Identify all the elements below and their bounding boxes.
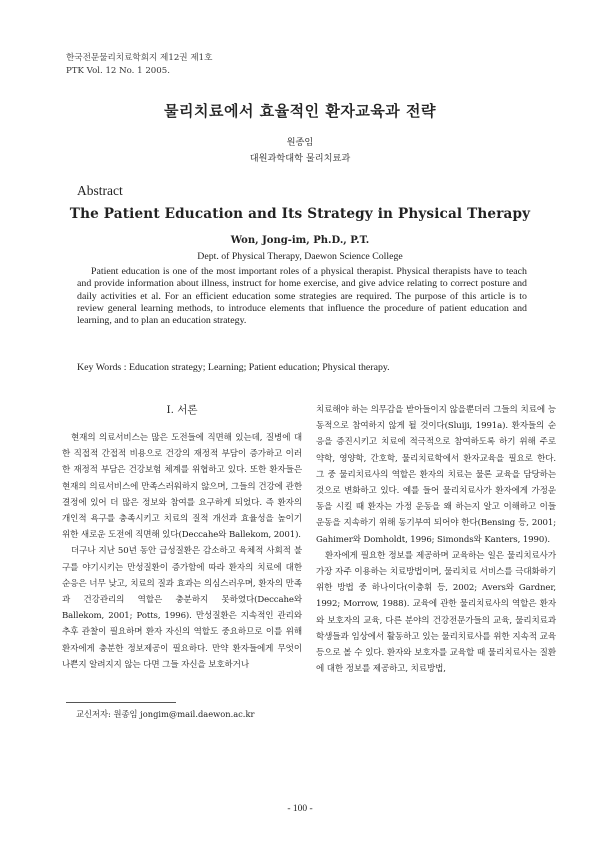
journal-volume-english: PTK Vol. 12 No. 1 2005. (66, 66, 170, 76)
corresponding-author-footnote: 교신저자: 원종임 jongim@mail.daewon.ac.kr (76, 709, 255, 719)
body-column-left (62, 430, 302, 673)
footnote-divider (66, 702, 176, 703)
affiliation-english: Dept. of Physical Therapy, Daewon Science College (197, 251, 403, 262)
intro-paragraph-1: 현재의 의료서비스는 많은 도전들에 직면해 있는데, 질병에 대한 직접적 간접적 비용으로 건강의 재정적 부담이 증가하고 이러한 재정적 부담은 건강보험 체계를 위협하고 있다. 또한 환자들은 현재의 의료서비스에 만족스러워하지 않으며, 그들의 건강에 관한 결정에 있어 더 많은 정보와 참여를 요구하게 되었다. 즉 환자의 개인적 욕구를 충족시키고 치료의 질적 개선과 효율성을 높이기 위한 새로운 도전에 직면해 있다(Deccahe와 Ballekom, 2001). (62, 433, 302, 541)
intro-paragraph-2: 더구나 지난 50년 동안 급성질환은 감소하고 육체적 사회적 불구를 야기시키는 만성질환이 증가함에 따라 환자의 치료에 대한 순응은 너무 낮고, 치료의 질과 효과는 의심스러우며, 환자의 만족과 건강관리의 역할은 충분하지 못하였다(Deccahe와 Ballekom, 2001; Potts, 1996). 만성질환은 지속적인 관리와 추후 관찰이 필요하며 환자 자신의 역할도 중요하므로 이를 위해 환자에게 충분한 정보제공이 필요하다. 만약 환자들에게 무엇이 나쁜지 알려지지 않는 다면 그들 자신을 보호하거나 (62, 546, 302, 670)
journal-header (66, 52, 212, 78)
abstract-paragraph: Patient education is one of the most important roles of a physical therapist. Physical therapists have to teach and provide information about illness, instruct for home exercise, and give advice relating to correct posture and daily activities et al. For an efficient education some strategies are required. The purpose of this article is to review general learning methods, to introduce elements that influence the procedure of patient education and learning, and to plan an education strategy. (77, 266, 527, 327)
paper-title-korean: 물리치료에서 효율적인 환자교육과 전략 (164, 102, 436, 120)
section-heading-introduction: I. 서론 (166, 404, 198, 416)
intro-paragraph-3: 치료해야 하는 의무감을 받아들이지 않을뿐더러 그들의 치료에 능동적으로 참여하지 않게 될 것이다(Sluiji, 1991a). 환자들의 순응을 증진시키고 치료에 적극적으로 참여하도록 하기 위해 주로 약학, 영양학, 간호학, 물리치료학에서 환자교육을 필요로 한다. 그 중 물리치료사의 역할은 환자의 치료는 물론 교육을 담당하는 것으로 변화하고 있다. 예를 들어 물리치료사가 환자에게 가정운동을 시킬 때 환자는 가정 운동을 왜 하는지 알고 이해하고 이들 운동을 지속하기 위해 동기부여 되어야 한다(Bensing 등, 2001; Gahimer와 Domholdt, 1996; Simonds와 Kanters, 1990). (316, 405, 556, 545)
paper-title-english: The Patient Education and Its Strategy in Physical Therapy (69, 206, 531, 222)
keywords-line: Key Words : Education strategy; Learning; Patient education; Physical therapy. (77, 362, 390, 373)
abstract-heading: Abstract (77, 183, 123, 198)
author-name-english: Won, Jong-im, Ph.D., P.T. (230, 235, 370, 246)
body-column-right (316, 402, 556, 677)
author-name-korean: 원종임 (286, 137, 314, 148)
affiliation-korean: 대원과학대학 물리치료과 (249, 153, 351, 164)
journal-name-korean: 한국전문물리치료학회지 제12권 제1호 (66, 53, 213, 63)
abstract-body (77, 266, 527, 327)
intro-paragraph-4: 환자에게 필요한 정보를 제공하며 교육하는 일은 물리치료사가 가장 자주 이용하는 치료방법이며, 물리치료 서비스를 극대화하기 위한 방법 중 하나이다(이충휘 등, 2002; Avers와 Gardner, 1992; Morrow, 1988). 교육에 관한 물리치료사의 역할은 환자와 보호자의 교육, 다른 분야의 건강전문가들의 교육, 물리치료과 학생들과 임상에서 활동하고 있는 물리치료사를 위한 지속적 교육 등으로 볼 수 있다. 환자와 보호자를 교육할 때 물리치료사는 질환에 대한 정보를 제공하고, 치료방법, (316, 550, 556, 675)
page-number: - 100 - (287, 804, 313, 814)
